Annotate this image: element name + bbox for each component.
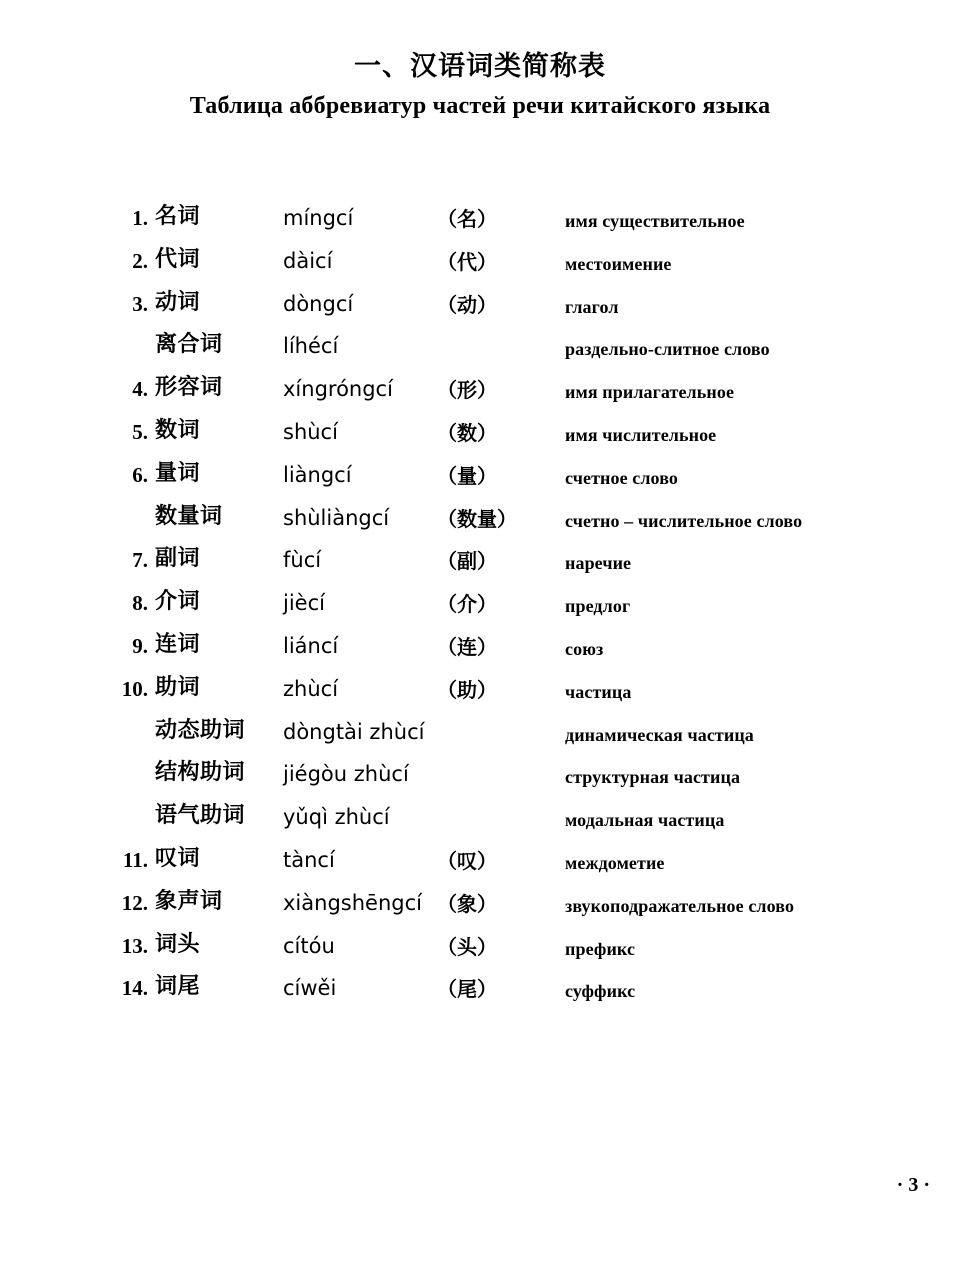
- table-row: [0, 759, 960, 802]
- chinese-term: 量词: [155, 460, 201, 486]
- chinese-term: 副词: [155, 546, 201, 572]
- abbreviation: （数）: [437, 420, 497, 445]
- row-number: 11.: [122, 847, 148, 872]
- russian-translation: имя прилагательное: [565, 382, 735, 403]
- chinese-term: 象声词: [155, 888, 223, 914]
- table-row: [0, 374, 960, 417]
- abbreviation: （动）: [437, 292, 497, 317]
- pinyin-reading: jiècí: [283, 591, 325, 616]
- table-row: [0, 203, 960, 246]
- page-title-chinese: 一、汉语词类简称表: [354, 51, 606, 82]
- russian-translation: модальная частица: [565, 810, 725, 831]
- abbreviation: （助）: [437, 677, 497, 702]
- pinyin-reading: yǔqì zhùcí: [283, 805, 390, 830]
- abbreviation: （名）: [437, 207, 497, 231]
- table-row: [0, 417, 960, 460]
- chinese-term: 助词: [155, 674, 201, 700]
- row-number: 14.: [121, 976, 148, 1001]
- russian-translation: имя существительное: [565, 211, 745, 231]
- abbreviation: （形）: [437, 378, 497, 403]
- page-number: · 3 ·: [896, 1174, 930, 1196]
- table-row: [0, 888, 960, 931]
- abbreviation: （头）: [437, 934, 497, 959]
- row-number: 2.: [132, 248, 148, 273]
- chinese-term: 语气助词: [155, 803, 246, 829]
- row-number: 12.: [121, 890, 148, 915]
- table-row: [0, 545, 960, 588]
- table-row: [0, 973, 960, 1016]
- russian-translation: префикс: [565, 938, 636, 959]
- russian-translation: счетно – числительное слово: [565, 510, 803, 531]
- pinyin-reading: zhùcí: [283, 676, 339, 701]
- abbreviation: （叹）: [437, 848, 497, 873]
- russian-translation: глагол: [565, 296, 619, 317]
- table-row: [0, 331, 960, 374]
- table-row: [0, 460, 960, 503]
- russian-translation: междометие: [565, 852, 665, 873]
- abbreviation: （介）: [437, 592, 497, 617]
- pinyin-reading: xiàngshēngcí: [283, 890, 422, 915]
- russian-translation: частица: [565, 681, 632, 702]
- russian-translation: структурная частица: [565, 767, 741, 788]
- row-number: 3.: [132, 291, 148, 316]
- chinese-term: 词头: [155, 931, 201, 957]
- table-row: [0, 717, 960, 760]
- abbreviation: （量）: [437, 463, 497, 488]
- chinese-term: 离合词: [155, 332, 223, 358]
- chinese-term: 动态助词: [155, 717, 246, 743]
- chinese-term: 介词: [155, 589, 201, 615]
- pinyin-reading: liáncí: [283, 633, 339, 658]
- row-number: 8.: [132, 591, 148, 616]
- row-number: 5.: [132, 419, 148, 444]
- pinyin-reading: jiégòu zhùcí: [283, 762, 409, 787]
- chinese-term: 动词: [155, 289, 201, 315]
- chinese-term: 数词: [155, 417, 201, 443]
- row-number: 6.: [132, 462, 148, 487]
- parts-of-speech-table: [0, 203, 960, 1016]
- row-number: 7.: [132, 548, 148, 573]
- russian-translation: предлог: [565, 596, 631, 617]
- chinese-term: 连词: [155, 631, 201, 657]
- table-row: [0, 845, 960, 888]
- page-title-russian: Таблица аббревиатур частей речи китайского языка: [189, 93, 771, 119]
- chinese-term: 结构助词: [155, 760, 246, 786]
- row-number: 1.: [132, 206, 148, 230]
- russian-translation: раздельно-слитное слово: [565, 339, 770, 360]
- pinyin-reading: liàngcí: [283, 462, 352, 487]
- table-row: [0, 631, 960, 674]
- russian-translation: имя числительное: [565, 424, 717, 445]
- abbreviation: （象）: [437, 891, 497, 916]
- table-row: [0, 588, 960, 631]
- table-row: [0, 674, 960, 717]
- row-number: 9.: [132, 633, 148, 658]
- abbreviation: （连）: [437, 634, 497, 659]
- row-number: 10.: [121, 676, 148, 701]
- row-number: 13.: [121, 933, 148, 958]
- chinese-term: 词尾: [155, 974, 201, 1000]
- row-number: 4.: [132, 377, 148, 402]
- pinyin-reading: cíwěi: [283, 976, 337, 1001]
- table-row: [0, 802, 960, 845]
- chinese-term: 叹词: [155, 845, 201, 871]
- pinyin-reading: dòngtài zhùcí: [283, 719, 425, 744]
- pinyin-reading: líhécí: [283, 334, 339, 359]
- table-row: [0, 289, 960, 332]
- russian-translation: наречие: [565, 553, 632, 574]
- abbreviation: （数量）: [437, 506, 517, 531]
- russian-translation: суффикс: [565, 981, 636, 1002]
- pinyin-reading: cítóu: [283, 933, 335, 958]
- abbreviation: （尾）: [437, 977, 497, 1002]
- pinyin-reading: shùliàngcí: [283, 505, 390, 530]
- chinese-term: 代词: [155, 246, 201, 272]
- russian-translation: счетное слово: [565, 467, 679, 488]
- russian-translation: местоимение: [565, 253, 672, 274]
- table-row: [0, 246, 960, 289]
- pinyin-reading: fùcí: [283, 548, 322, 573]
- abbreviation: （副）: [437, 549, 497, 574]
- pinyin-reading: tàncí: [283, 847, 335, 872]
- table-row: [0, 931, 960, 974]
- pinyin-reading: shùcí: [283, 419, 338, 444]
- chinese-term: 形容词: [155, 375, 223, 401]
- pinyin-reading: dàicí: [283, 248, 333, 273]
- russian-translation: союз: [565, 638, 604, 659]
- pinyin-reading: xíngróngcí: [283, 377, 393, 402]
- chinese-term: 名词: [155, 204, 201, 229]
- abbreviation: （代）: [437, 249, 497, 274]
- chinese-term: 数量词: [155, 503, 223, 529]
- russian-translation: динамическая частица: [565, 724, 754, 745]
- russian-translation: звукоподражательное слово: [565, 895, 795, 916]
- pinyin-reading: míngcí: [283, 206, 354, 230]
- pinyin-reading: dòngcí: [283, 291, 354, 316]
- table-row: [0, 503, 960, 546]
